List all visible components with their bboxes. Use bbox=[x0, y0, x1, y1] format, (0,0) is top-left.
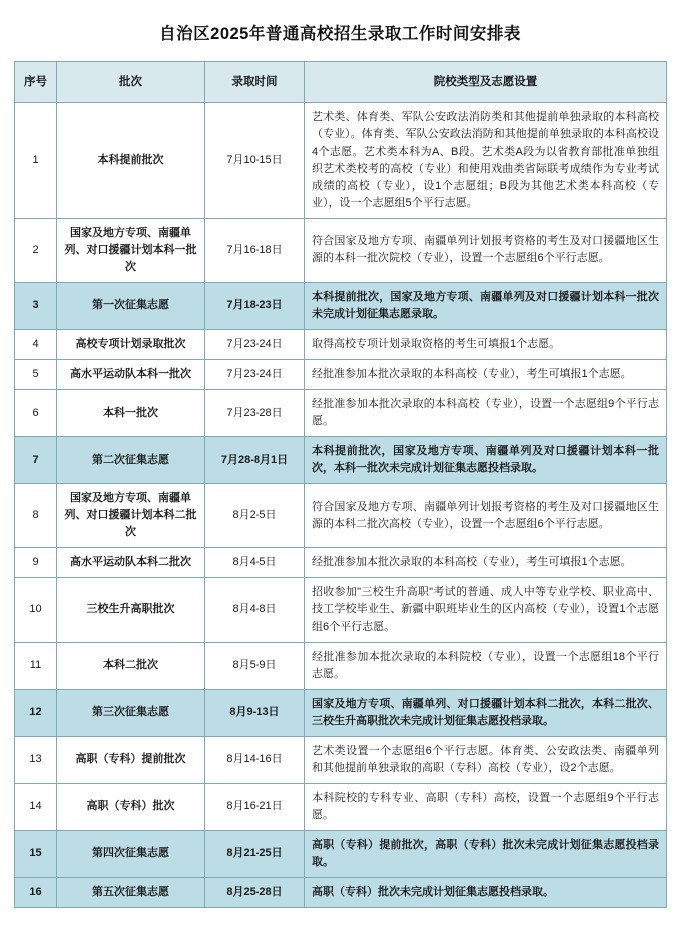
row-batch-cell: 第五次征集志愿 bbox=[57, 878, 205, 908]
table-row bbox=[15, 642, 667, 689]
table-body bbox=[15, 103, 667, 908]
table-row bbox=[15, 282, 667, 329]
row-description-cell: 国家及地方专项、南疆单列、对口援疆计划本科二批次，本科二批次、三校生升高职批次未完成计划征集志愿投档录取。 bbox=[305, 689, 667, 736]
table-row bbox=[15, 484, 667, 548]
row-time-cell: 8月5-9日 bbox=[205, 642, 305, 689]
row-batch-cell: 高校专项计划录取批次 bbox=[57, 329, 205, 359]
row-batch-cell: 第四次征集志愿 bbox=[57, 830, 205, 877]
row-index-cell: 7 bbox=[15, 437, 57, 484]
row-description-cell: 本科提前批次，国家及地方专项、南疆单列及对口援疆计划本科一批次，本科一批次未完成计划征集志愿投档录取。 bbox=[305, 437, 667, 484]
row-description-cell: 艺术类、体育类、军队公安政法消防类和其他提前单独录取的本科高校（专业）。体育类、军队公安政法消防和其他提前单独录取的本科高校设4个志愿。艺术类本科为A、B段。艺术类A段为以省教育部批准单独组织艺术类校考的高校（专业）和使用戏曲类省际联考成绩作为专业考试成绩的高校（专业），设1个志愿组；B段为其他艺术类本科高校（专业），设一个志愿组5个平行志愿。 bbox=[305, 103, 667, 218]
row-time-cell: 7月23-28日 bbox=[205, 390, 305, 437]
row-time-cell: 8月4-8日 bbox=[205, 578, 305, 642]
table-row bbox=[15, 329, 667, 359]
row-time-cell: 8月16-21日 bbox=[205, 783, 305, 830]
row-batch-cell: 国家及地方专项、南疆单列、对口援疆计划本科二批次 bbox=[57, 484, 205, 548]
row-index-cell: 11 bbox=[15, 642, 57, 689]
row-time-cell: 7月23-24日 bbox=[205, 329, 305, 359]
row-index-cell: 14 bbox=[15, 783, 57, 830]
table-row bbox=[15, 783, 667, 830]
row-batch-cell: 第三次征集志愿 bbox=[57, 689, 205, 736]
table-row bbox=[15, 437, 667, 484]
row-index-cell: 10 bbox=[15, 578, 57, 642]
table-row bbox=[15, 878, 667, 908]
row-batch-cell: 三校生升高职批次 bbox=[57, 578, 205, 642]
row-index-cell: 8 bbox=[15, 484, 57, 548]
row-index-cell: 3 bbox=[15, 282, 57, 329]
table-row bbox=[15, 360, 667, 390]
row-description-cell: 本科提前批次，国家及地方专项、南疆单列及对口援疆计划本科一批次未完成计划征集志愿录取。 bbox=[305, 282, 667, 329]
row-description-cell: 符合国家及地方专项、南疆单列计划报考资格的考生及对口援疆地区生源的本科一批次院校（专业），设置一个志愿组6个平行志愿。 bbox=[305, 218, 667, 282]
row-batch-cell: 第一次征集志愿 bbox=[57, 282, 205, 329]
row-index-cell: 1 bbox=[15, 103, 57, 218]
row-description-cell: 高职（专科）提前批次，高职（专科）批次未完成计划征集志愿投档录取。 bbox=[305, 830, 667, 877]
row-index-cell: 5 bbox=[15, 360, 57, 390]
row-index-cell: 13 bbox=[15, 736, 57, 783]
row-description-cell: 招收参加"三校生升高职"考试的普通、成人中等专业学校、职业高中、技工学校毕业生、新疆中职班毕业生的区内高校（专业），设置1个志愿组6个平行志愿。 bbox=[305, 578, 667, 642]
row-batch-cell: 高职（专科）提前批次 bbox=[57, 736, 205, 783]
column-header-time: 录取时间 bbox=[205, 62, 305, 103]
row-time-cell: 7月28-8月1日 bbox=[205, 437, 305, 484]
row-time-cell: 7月10-15日 bbox=[205, 103, 305, 218]
page-title: 自治区2025年普通高校招生录取工作时间安排表 bbox=[159, 25, 521, 43]
row-description-cell: 经批准参加本批次录取的本科高校（专业），考生可填报1个志愿。 bbox=[305, 548, 667, 578]
admission-schedule-table bbox=[14, 61, 667, 908]
row-batch-cell: 高职（专科）批次 bbox=[57, 783, 205, 830]
row-description-cell: 本科院校的专科专业、高职（专科）高校，设置一个志愿组9个平行志愿。 bbox=[305, 783, 667, 830]
row-description-cell: 高职（专科）批次未完成计划征集志愿投档录取。 bbox=[305, 878, 667, 908]
row-time-cell: 8月21-25日 bbox=[205, 830, 305, 877]
table-header bbox=[15, 62, 667, 103]
row-description-cell: 经批准参加本批次录取的本科院校（专业），设置一个志愿组18个平行志愿。 bbox=[305, 642, 667, 689]
row-batch-cell: 本科一批次 bbox=[57, 390, 205, 437]
row-time-cell: 8月14-16日 bbox=[205, 736, 305, 783]
table-row bbox=[15, 390, 667, 437]
row-index-cell: 6 bbox=[15, 390, 57, 437]
row-index-cell: 9 bbox=[15, 548, 57, 578]
column-header-desc: 院校类型及志愿设置 bbox=[305, 62, 667, 103]
table-row bbox=[15, 578, 667, 642]
table-row bbox=[15, 736, 667, 783]
row-index-cell: 16 bbox=[15, 878, 57, 908]
column-header-batch: 批次 bbox=[57, 62, 205, 103]
row-batch-cell: 第二次征集志愿 bbox=[57, 437, 205, 484]
table-row bbox=[15, 689, 667, 736]
table-header-row bbox=[15, 62, 667, 103]
row-description-cell: 艺术类设置一个志愿组6个平行志愿。体育类、公安政法类、南疆单列和其他提前单独录取的高职（专科）高校（专业），设2个志愿。 bbox=[305, 736, 667, 783]
row-index-cell: 2 bbox=[15, 218, 57, 282]
row-batch-cell: 本科二批次 bbox=[57, 642, 205, 689]
row-time-cell: 8月4-5日 bbox=[205, 548, 305, 578]
table-row bbox=[15, 830, 667, 877]
row-time-cell: 8月2-5日 bbox=[205, 484, 305, 548]
row-description-cell: 符合国家及地方专项、南疆单列计划报考资格的考生及对口援疆地区生源的本科二批次高校（专业），设置一个志愿组6个平行志愿。 bbox=[305, 484, 667, 548]
row-batch-cell: 国家及地方专项、南疆单列、对口援疆计划本科一批次 bbox=[57, 218, 205, 282]
row-batch-cell: 本科提前批次 bbox=[57, 103, 205, 218]
row-time-cell: 7月23-24日 bbox=[205, 360, 305, 390]
row-description-cell: 经批准参加本批次录取的本科高校（专业），设置一个志愿组9个平行志愿。 bbox=[305, 390, 667, 437]
row-time-cell: 7月18-23日 bbox=[205, 282, 305, 329]
row-index-cell: 12 bbox=[15, 689, 57, 736]
table-row bbox=[15, 218, 667, 282]
row-index-cell: 15 bbox=[15, 830, 57, 877]
column-header-index: 序号 bbox=[15, 62, 57, 103]
table-row bbox=[15, 548, 667, 578]
row-time-cell: 8月9-13日 bbox=[205, 689, 305, 736]
row-batch-cell: 高水平运动队本科二批次 bbox=[57, 548, 205, 578]
row-index-cell: 4 bbox=[15, 329, 57, 359]
row-time-cell: 7月16-18日 bbox=[205, 218, 305, 282]
row-batch-cell: 高水平运动队本科一批次 bbox=[57, 360, 205, 390]
row-time-cell: 8月25-28日 bbox=[205, 878, 305, 908]
table-row bbox=[15, 103, 667, 218]
row-description-cell: 取得高校专项计划录取资格的考生可填报1个志愿。 bbox=[305, 329, 667, 359]
row-description-cell: 经批准参加本批次录取的本科高校（专业），考生可填报1个志愿。 bbox=[305, 360, 667, 390]
